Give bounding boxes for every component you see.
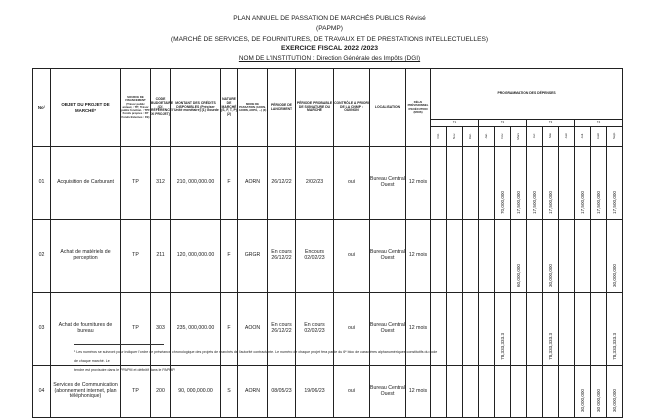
month-mars: Mars: [515, 132, 520, 140]
row-lancement: 08/05/23: [268, 366, 296, 418]
row-montant: 210, 000,000.00: [171, 147, 221, 220]
month-dec: Déc.: [467, 132, 472, 139]
row-code: 303: [151, 293, 171, 366]
plan-scope: (MARCHÉ DE SERVICES, DE FOURNITURES, DE TRAVAUX ET DE PRESTATIONS INTELLECTUELLES): [170, 36, 489, 43]
row-no: 01: [33, 147, 51, 220]
month-sept: Sept.: [611, 132, 616, 140]
col-header-localisation: LOCALISATION: [370, 69, 406, 147]
row-month-value: 17,500,000: [547, 191, 553, 215]
row-source: TP: [121, 293, 151, 366]
row-month-value: 17,500,000: [579, 191, 585, 215]
row-month-value: 30 000,000: [595, 389, 601, 413]
table-row: [33, 147, 623, 220]
col-header-programmation: PROGRAMMATION DES DÉPENSES: [431, 69, 623, 120]
row-localisation: Bureau Central Ouest: [370, 366, 406, 418]
quarter-t3: T3: [527, 120, 575, 127]
row-delai: 12 mois: [406, 147, 431, 220]
month-juil: Juil.: [579, 133, 584, 139]
row-objet: Services de Communication (abonnement internet, plan téléphonique): [51, 366, 121, 418]
row-nature: F: [221, 147, 238, 220]
row-code: 312: [151, 147, 171, 220]
row-localisation: Bureau Central Ouest: [370, 293, 406, 366]
row-no: 02: [33, 220, 51, 293]
quarter-t2: T2: [479, 120, 527, 127]
row-month-value: 78,333,333.3: [547, 333, 553, 361]
row-mode: AOON: [238, 293, 268, 366]
row-no: 04: [33, 366, 51, 418]
row-month-value: 78,333,333.3: [611, 333, 617, 361]
row-objet: Achat de matériels de perception: [51, 220, 121, 293]
col-header-controle: CONTRÔLE A PRIORI DE LA CNMP : OUI/NON: [334, 69, 370, 147]
plan-acronym: (PAPMP): [316, 25, 343, 32]
row-signature: 19/06/23: [296, 366, 334, 418]
row-month-value: 30,000,000: [547, 264, 553, 288]
fiscal-year: EXERCICE FISCAL 2022 /2023: [281, 45, 378, 52]
row-code: 200: [151, 366, 171, 418]
row-source: TP: [121, 147, 151, 220]
row-lancement: En cours 26/12/22: [268, 220, 296, 293]
row-nature: S: [221, 366, 238, 418]
row-nature: F: [221, 293, 238, 366]
row-source: TP: [121, 220, 151, 293]
col-header-mode: MODE DE PASSATION (AOON, AOIRN, ADPG, ...) (3): [238, 69, 268, 147]
footnote-divider: [74, 344, 164, 345]
institution-name: NOM DE L'INSTITUTION : Direction Générale des Impôts (DGI): [238, 55, 421, 62]
col-header-no: No¹: [33, 69, 51, 147]
table-row: [33, 220, 623, 293]
row-signature: En cours 02/02/23: [296, 293, 334, 366]
col-header-objet: OBJET DU PROJET DE MARCHÉ*: [51, 69, 121, 147]
col-header-code: CODE BUDGETAIRE (Cf. RÉFÉRENCE XI PROJET): [151, 69, 171, 147]
row-controle: oui: [334, 147, 370, 220]
row-localisation: Bureau Central Ouest: [370, 220, 406, 293]
row-month-value: 17,500,000: [595, 191, 601, 215]
month-jan: Jan.: [483, 133, 488, 139]
row-month-value: 17,500,000: [611, 191, 617, 215]
month-juin: Juin: [563, 133, 568, 139]
col-header-lancement: PÉRIODE DE LANCEMENT: [268, 69, 296, 147]
col-header-signature: PÉRIODE PROBABLE DE SIGNATURE DU MARCHÉ: [296, 69, 334, 147]
row-delai: 12 mois: [406, 293, 431, 366]
col-header-montant: MONTANT DES CRÉDITS DISPONIBLES (Préciser l'Unité monétaire) (1) Gourde: [171, 69, 221, 147]
row-month-value: 70,000,000: [499, 191, 505, 215]
table-row: [33, 366, 623, 418]
row-lancement: 26/12/22: [268, 147, 296, 220]
row-controle: oui: [334, 220, 370, 293]
row-source: TP: [121, 366, 151, 418]
col-header-delai: DÉLAI PRÉVISIONNEL D'EXÉCUTION (MOIS): [406, 69, 431, 147]
month-avr: Avr.: [531, 133, 536, 139]
row-month-value: 30,000,000: [611, 389, 617, 413]
row-month-value: 30,000,000: [611, 264, 617, 288]
row-delai: 12 mois: [406, 366, 431, 418]
footnote-line-1: ¹ Les numéros se suivront pour indiquer l'ordre de préséance chronologique des projets de marchés de l'autorité contractante. Le numéro de chaque projet fera partie du 6ᵉ bloc de caractères alphanumériques constitutifs du code: [74, 350, 438, 354]
row-mode: AORN: [238, 147, 268, 220]
row-month-value: 30,000,000: [579, 389, 585, 413]
row-month-value: 78,333,333.3: [499, 333, 505, 361]
procurement-plan-table: [32, 68, 623, 418]
row-month-value: 17,500,000: [515, 191, 521, 215]
row-signature: Encours 02/02/23: [296, 220, 334, 293]
month-fev: Fév.: [499, 133, 504, 139]
plan-title: PLAN ANNUEL DE PASSATION DE MARCHÉS PUBLICS Révisé: [233, 15, 426, 22]
row-signature: 2/02/23: [296, 147, 334, 220]
row-objet: Acquisition de Carburant: [51, 147, 121, 220]
row-controle: oui: [334, 293, 370, 366]
row-montant: 235, 000,000.00: [171, 293, 221, 366]
col-header-nature: NATURE DE MARCHÉ (S, F, T, P) (2): [221, 69, 238, 147]
row-no: 03: [33, 293, 51, 366]
row-montant: 120, 000,000.00: [171, 220, 221, 293]
row-objet: Achat de fournitures de bureau: [51, 293, 121, 366]
row-mode: AORN: [238, 366, 268, 418]
month-nov: Nov.: [451, 132, 456, 139]
row-controle: oui: [334, 366, 370, 418]
row-month-value: 17,500,000: [531, 191, 537, 215]
row-nature: F: [221, 220, 238, 293]
quarter-t4: T4: [575, 120, 623, 127]
col-header-source: SOURCE DE FINANCEMENT (Trésor public annuel, : TP; Trésor public fonction. : TPF Fonds propres : FP Fonds Externes : FE): [121, 69, 151, 147]
month-oct: Oct.: [435, 133, 440, 139]
row-lancement: En cours 26/12/22: [268, 293, 296, 366]
month-mai: Mai: [547, 133, 552, 139]
row-localisation: Bureau Central Ouest: [370, 147, 406, 220]
month-aout: Août: [595, 132, 600, 139]
table-row: [33, 293, 623, 366]
footnote-line-2: de chaque marché. Le: [74, 359, 110, 363]
row-montant: 90, 000,000.00: [171, 366, 221, 418]
footnote-line-3: tendre est provisoire dans le PPAPM et définitif dans le PAPMP.: [74, 368, 176, 372]
row-month-value: 60,000,000: [515, 264, 521, 288]
row-code: 211: [151, 220, 171, 293]
row-delai: 12 mois: [406, 220, 431, 293]
quarter-t1: T1: [431, 120, 479, 127]
row-mode: GRGR: [238, 220, 268, 293]
